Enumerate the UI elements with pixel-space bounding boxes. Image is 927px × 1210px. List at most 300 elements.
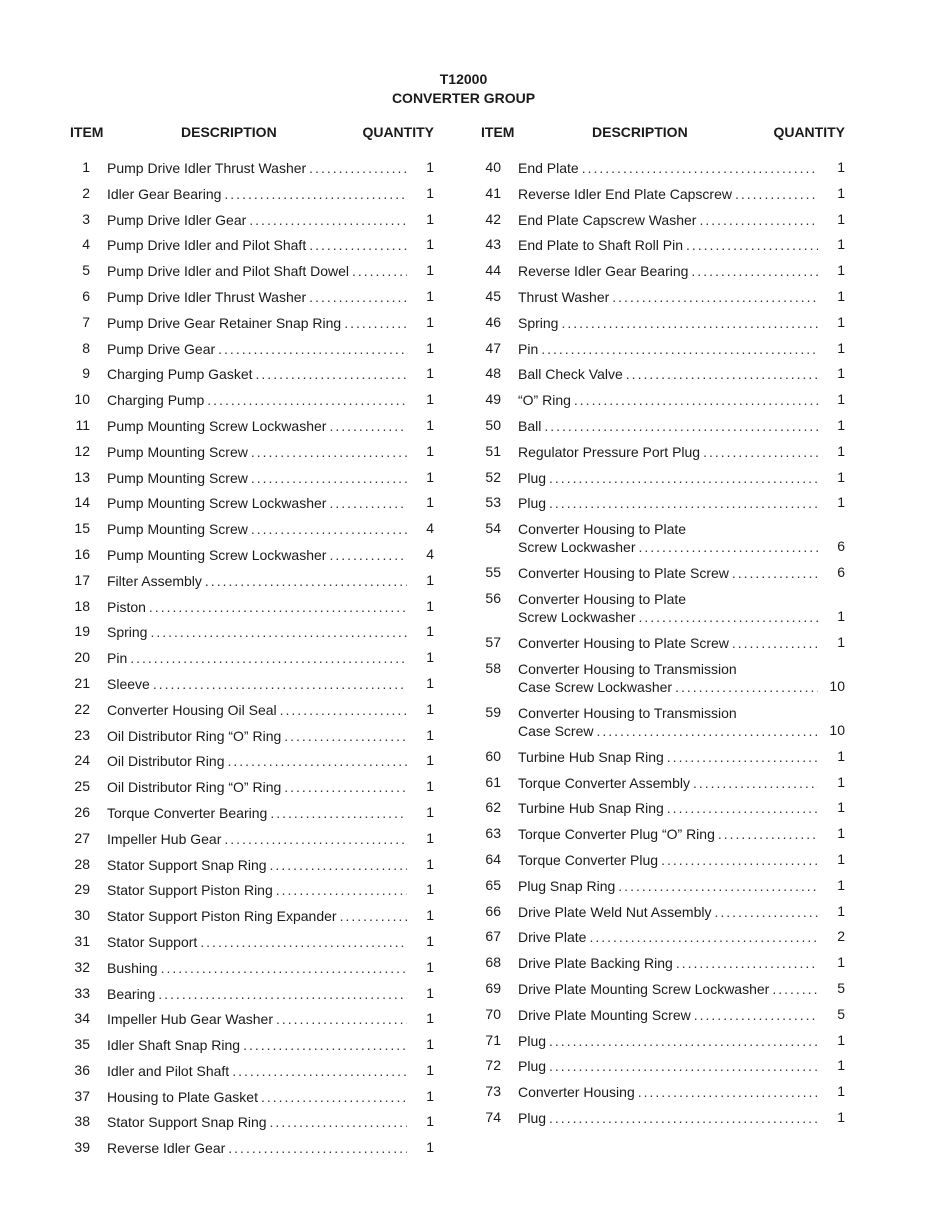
dot-leader (251, 469, 407, 487)
item-number: 36 (74, 1061, 90, 1078)
item-description (107, 598, 410, 616)
description-text: Plug (518, 1058, 547, 1075)
item-quantity: 1 (426, 984, 434, 1001)
item-description (107, 391, 410, 409)
dot-leader (549, 469, 818, 487)
item-quantity: 1 (837, 1083, 845, 1100)
dot-leader (309, 288, 407, 306)
part-row (70, 775, 438, 801)
part-row (70, 182, 438, 208)
item-description (518, 564, 821, 582)
description-text: Screw Lockwasher (518, 539, 636, 556)
part-row (481, 208, 849, 234)
dot-leader (205, 572, 407, 590)
item-number: 43 (485, 236, 501, 253)
item-description (518, 980, 821, 998)
item-number: 20 (74, 649, 90, 666)
item-quantity: 1 (426, 803, 434, 820)
dot-leader (276, 881, 407, 899)
part-row (481, 587, 849, 631)
description-text: Torque Converter Plug “O” Ring (518, 826, 715, 843)
item-number: 8 (82, 339, 90, 356)
item-quantity: 1 (426, 700, 434, 717)
item-description (518, 494, 821, 512)
description-text: Plug Snap Ring (518, 877, 616, 894)
dot-leader (251, 520, 407, 538)
description-text: Spring (107, 624, 148, 641)
description-text: Torque Converter Bearing (107, 804, 268, 821)
item-quantity: 1 (837, 416, 845, 433)
part-row (70, 853, 438, 879)
dot-leader (694, 1006, 818, 1024)
item-description (518, 1006, 821, 1024)
item-description (107, 701, 410, 719)
header-quantity: QUANTITY (773, 124, 845, 140)
item-quantity: 1 (837, 1031, 845, 1048)
item-description (518, 417, 821, 435)
dot-leader (256, 365, 407, 383)
item-description (107, 830, 410, 848)
item-number: 48 (485, 365, 501, 382)
item-description (107, 959, 410, 977)
item-quantity: 1 (837, 954, 845, 971)
header-description: DESCRIPTION (181, 124, 277, 140)
item-number: 7 (82, 313, 90, 330)
description-text: Pump Mounting Screw (107, 469, 248, 486)
item-quantity: 1 (837, 391, 845, 408)
dot-leader (340, 907, 407, 925)
description-text: Drive Plate Weld Nut Assembly (518, 903, 712, 920)
item-description (518, 159, 821, 177)
description-text: Pump Drive Idler Gear (107, 211, 247, 228)
part-row (481, 233, 849, 259)
item-description (518, 1109, 821, 1127)
item-quantity: 1 (426, 932, 434, 949)
item-number: 14 (74, 494, 90, 511)
item-quantity: 1 (426, 313, 434, 330)
part-row (481, 388, 849, 414)
description-text: Drive Plate Backing Ring (518, 955, 673, 972)
item-quantity: 5 (837, 979, 845, 996)
item-number: 41 (485, 184, 501, 201)
item-quantity: 1 (837, 210, 845, 227)
description-text: Torque Converter Plug (518, 851, 659, 868)
dot-leader (612, 288, 818, 306)
dot-leader (732, 634, 818, 652)
item-description (107, 675, 410, 693)
dot-leader (561, 314, 818, 332)
page-title: CONVERTER GROUP (391, 90, 536, 106)
item-number: 26 (74, 803, 90, 820)
item-description (107, 417, 410, 435)
description-text: Bushing (107, 959, 158, 976)
description-text: End Plate (518, 160, 579, 176)
dot-leader (589, 928, 818, 946)
dot-leader (667, 748, 818, 766)
item-number: 63 (485, 825, 501, 842)
item-number: 58 (485, 659, 501, 676)
item-number: 1 (82, 159, 90, 175)
item-number: 34 (74, 1010, 90, 1027)
document-code: T12000 (439, 71, 488, 87)
item-description (107, 546, 410, 564)
item-description (518, 799, 821, 817)
part-row (70, 362, 438, 388)
item-description (107, 1062, 410, 1080)
description-text: Reverse Idler Gear Bearing (518, 263, 689, 280)
description-text: Impeller Hub Gear (107, 830, 222, 847)
item-number: 37 (74, 1087, 90, 1104)
item-description (107, 752, 410, 770)
item-description (107, 365, 410, 383)
item-description (107, 159, 410, 177)
item-description (107, 520, 410, 538)
item-description (518, 1032, 821, 1050)
item-number: 46 (485, 313, 501, 330)
item-description (518, 469, 821, 487)
description-text: Ball (518, 417, 542, 434)
description-text: Idler Gear Bearing (107, 185, 222, 202)
description-text: Converter Housing to Plate Screw (518, 565, 729, 582)
item-number: 21 (74, 674, 90, 691)
item-number: 44 (485, 262, 501, 279)
part-row (70, 982, 438, 1008)
item-quantity: 4 (426, 545, 434, 562)
item-quantity: 1 (837, 262, 845, 279)
part-row (70, 491, 438, 517)
item-quantity: 1 (837, 1108, 845, 1125)
dot-leader (699, 211, 818, 229)
item-number: 33 (74, 984, 90, 1001)
item-description (107, 881, 410, 899)
part-row (481, 900, 849, 926)
item-description (518, 903, 821, 921)
part-row (481, 259, 849, 285)
description-text: Spring (518, 314, 559, 331)
dot-leader (284, 778, 407, 796)
item-number: 15 (74, 520, 90, 537)
item-number: 60 (485, 747, 501, 764)
item-description (107, 469, 410, 487)
dot-leader (150, 623, 407, 641)
item-quantity: 1 (426, 597, 434, 614)
item-number: 49 (485, 391, 501, 408)
item-number: 18 (74, 597, 90, 614)
item-description (107, 211, 410, 229)
item-quantity: 1 (426, 236, 434, 253)
dot-leader (549, 1057, 818, 1075)
dot-leader (130, 649, 407, 667)
dot-leader (549, 1032, 818, 1050)
item-quantity: 1 (837, 313, 845, 330)
item-number: 29 (74, 881, 90, 898)
dot-leader (703, 443, 818, 461)
description-text: Stator Support Snap Ring (107, 856, 267, 873)
item-quantity: 1 (837, 236, 845, 253)
item-description (107, 236, 410, 254)
item-description (107, 623, 410, 641)
description-line-1: Converter Housing to Plate (518, 590, 687, 607)
description-text: Pump Drive Gear Retainer Snap Ring (107, 314, 342, 331)
item-description (518, 704, 821, 740)
item-number: 65 (485, 876, 501, 893)
item-number: 11 (75, 416, 90, 433)
item-number: 12 (74, 442, 90, 459)
item-quantity: 1 (837, 184, 845, 201)
dot-leader (270, 804, 407, 822)
dot-leader (158, 985, 407, 1003)
item-number: 71 (485, 1031, 501, 1048)
part-row (481, 285, 849, 311)
part-row (481, 848, 849, 874)
parts-list-left (70, 156, 438, 1162)
part-row (70, 1136, 438, 1162)
item-number: 4 (82, 236, 90, 253)
item-quantity: 1 (837, 850, 845, 867)
item-number: 6 (82, 287, 90, 304)
item-number: 24 (74, 752, 90, 769)
part-row (481, 796, 849, 822)
description-line-1: Converter Housing to Transmission (518, 660, 737, 677)
description-text: Pump Mounting Screw Lockwasher (107, 546, 327, 563)
part-row (70, 724, 438, 750)
part-row (70, 1059, 438, 1085)
part-row (481, 631, 849, 657)
dot-leader (686, 236, 818, 254)
item-number: 25 (74, 778, 90, 795)
part-row (70, 285, 438, 311)
item-quantity: 1 (837, 1057, 845, 1074)
dot-leader (149, 598, 407, 616)
dot-leader (270, 1113, 407, 1131)
description-text: Plug (518, 495, 547, 512)
dot-leader (243, 1036, 407, 1054)
item-description (107, 443, 410, 461)
description-text: Torque Converter Assembly (518, 774, 690, 791)
item-quantity: 1 (426, 1087, 434, 1104)
item-quantity: 1 (837, 633, 845, 650)
item-number: 57 (485, 633, 501, 650)
description-text: Converter Housing (518, 1084, 635, 1101)
item-number: 19 (74, 623, 90, 640)
part-row (481, 822, 849, 848)
description-text: Regulator Pressure Port Plug (518, 443, 701, 460)
item-number: 52 (485, 468, 501, 485)
item-quantity: 1 (426, 1010, 434, 1027)
part-row (70, 208, 438, 234)
item-description (518, 236, 821, 254)
part-row (70, 337, 438, 363)
part-row (481, 491, 849, 517)
part-row (70, 311, 438, 337)
description-text: Screw Lockwasher (518, 608, 636, 625)
part-row (481, 977, 849, 1003)
item-number: 51 (485, 442, 501, 459)
item-description (107, 340, 410, 358)
part-row (481, 1054, 849, 1080)
item-number: 55 (485, 564, 501, 581)
description-text: Pin (107, 650, 128, 667)
dot-leader (549, 494, 818, 512)
description-text: Stator Support Piston Ring Expander (107, 908, 337, 925)
item-description (107, 933, 410, 951)
part-row (70, 1085, 438, 1111)
item-number: 13 (74, 468, 90, 485)
item-quantity: 1 (426, 778, 434, 795)
item-quantity: 1 (426, 958, 434, 975)
item-description (518, 340, 821, 358)
item-description (107, 727, 410, 745)
dot-leader (309, 236, 407, 254)
part-row (70, 930, 438, 956)
item-quantity: 5 (837, 1005, 845, 1022)
part-row (70, 956, 438, 982)
item-quantity: 1 (426, 287, 434, 304)
description-text: Housing to Plate Gasket (107, 1088, 258, 1105)
item-quantity: 1 (837, 494, 845, 511)
description-text: Stator Support (107, 933, 198, 950)
description-text: Pump Mounting Screw (107, 521, 248, 538)
item-quantity: 1 (837, 468, 845, 485)
description-text: Converter Housing to Plate Screw (518, 634, 729, 651)
item-number: 2 (82, 184, 90, 201)
header-quantity: QUANTITY (362, 124, 434, 140)
item-description (518, 774, 821, 792)
item-quantity: 1 (426, 416, 434, 433)
item-number: 56 (485, 589, 501, 606)
dot-leader (667, 799, 818, 817)
part-row (70, 749, 438, 775)
item-description (107, 1088, 410, 1106)
part-row (481, 182, 849, 208)
part-row (70, 801, 438, 827)
description-text: Idler Shaft Snap Ring (107, 1037, 241, 1054)
item-quantity: 4 (426, 520, 434, 537)
column-header (481, 122, 849, 144)
item-number: 38 (74, 1113, 90, 1130)
item-description (518, 1083, 821, 1101)
description-line-1: Converter Housing to Plate (518, 521, 687, 538)
item-description (107, 649, 410, 667)
description-text: Charging Pump Gasket (107, 366, 253, 383)
part-row (481, 1106, 849, 1132)
item-description (107, 1036, 410, 1054)
description-text: Sleeve (107, 675, 150, 692)
item-quantity: 1 (426, 1139, 434, 1156)
item-quantity: 1 (426, 210, 434, 227)
item-number: 47 (485, 339, 501, 356)
part-row (70, 878, 438, 904)
description-text: Pump Drive Gear (107, 340, 216, 357)
description-text: Drive Plate (518, 929, 587, 946)
item-number: 45 (485, 287, 501, 304)
part-row (481, 561, 849, 587)
part-row (481, 701, 849, 745)
item-quantity: 1 (837, 902, 845, 919)
dot-leader (596, 722, 818, 740)
item-description (518, 211, 821, 229)
description-text: Converter Housing Oil Seal (107, 701, 277, 718)
item-number: 16 (74, 545, 90, 562)
item-description (107, 288, 410, 306)
part-row (70, 156, 438, 182)
item-number: 61 (485, 773, 501, 790)
item-quantity: 1 (426, 442, 434, 459)
description-text: Oil Distributor Ring “O” Ring (107, 779, 282, 796)
item-quantity: 1 (837, 607, 845, 624)
part-row (481, 362, 849, 388)
part-row (70, 569, 438, 595)
item-number: 27 (74, 829, 90, 846)
description-text: Plug (518, 1032, 547, 1049)
part-row (70, 698, 438, 724)
item-number: 68 (485, 954, 501, 971)
item-quantity: 1 (426, 881, 434, 898)
part-row (481, 874, 849, 900)
item-quantity: 1 (837, 747, 845, 764)
item-number: 53 (485, 494, 501, 511)
dot-leader (284, 727, 407, 745)
dot-leader (352, 262, 407, 280)
dot-leader (639, 538, 819, 556)
item-description (518, 288, 821, 306)
item-number: 64 (485, 850, 501, 867)
part-row (70, 233, 438, 259)
item-description (107, 778, 410, 796)
description-text: End Plate Capscrew Washer (518, 211, 697, 228)
item-number: 66 (485, 902, 501, 919)
item-quantity: 1 (426, 262, 434, 279)
item-description (518, 928, 821, 946)
item-quantity: 10 (829, 721, 845, 738)
item-quantity: 1 (837, 159, 845, 175)
item-number: 73 (485, 1083, 501, 1100)
description-text: End Plate to Shaft Roll Pin (518, 237, 683, 254)
dot-leader (232, 1062, 407, 1080)
description-text: Stator Support Snap Ring (107, 1114, 267, 1131)
item-quantity: 1 (426, 726, 434, 743)
dot-leader (676, 954, 818, 972)
item-description (107, 572, 410, 590)
dot-leader (224, 185, 407, 203)
item-quantity: 1 (426, 339, 434, 356)
description-text: Bearing (107, 985, 156, 1002)
part-row (481, 337, 849, 363)
item-quantity: 1 (426, 907, 434, 924)
item-description (518, 851, 821, 869)
dot-leader (228, 1139, 407, 1157)
item-quantity: 1 (837, 825, 845, 842)
description-line-1: Converter Housing to Transmission (518, 704, 737, 721)
part-row (70, 259, 438, 285)
item-number: 70 (485, 1005, 501, 1022)
item-number: 40 (485, 159, 501, 175)
header-item: ITEM (481, 124, 515, 140)
dot-leader (227, 752, 407, 770)
dot-leader (675, 678, 818, 696)
item-quantity: 1 (837, 365, 845, 382)
item-quantity: 1 (426, 391, 434, 408)
item-quantity: 1 (426, 623, 434, 640)
item-description (107, 314, 410, 332)
item-description (107, 856, 410, 874)
title-block (0, 70, 927, 108)
description-text: Impeller Hub Gear Washer (107, 1011, 273, 1028)
item-description (107, 804, 410, 822)
description-text: Reverse Idler End Plate Capscrew (518, 185, 732, 202)
item-description (518, 314, 821, 332)
header-description: DESCRIPTION (592, 124, 688, 140)
